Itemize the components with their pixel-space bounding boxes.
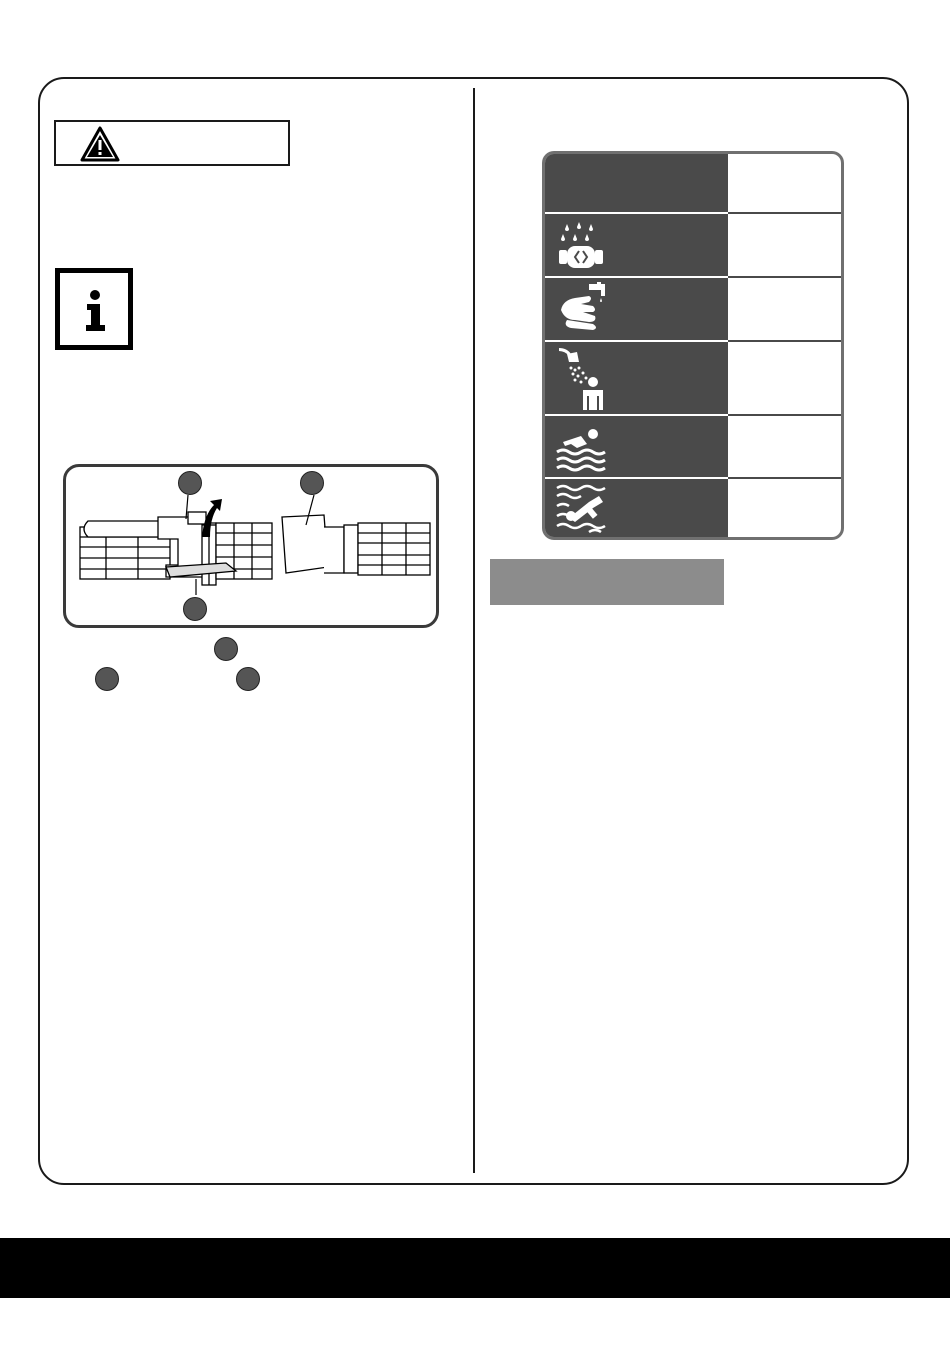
figure-callout-3 [183,597,207,621]
legend-callout-3 [236,667,260,691]
table-row-divider [545,276,728,278]
rain-splash-icon [553,218,609,270]
figure-callout-1 [178,471,202,495]
diving-icon [553,482,609,534]
strap-figure [63,464,439,628]
shower-icon [553,344,609,412]
table-row-divider [728,414,844,416]
watch-strap-illustration [66,467,436,625]
footer-bar [0,1238,950,1298]
table-row-divider [728,212,844,214]
figure-callout-2 [300,471,324,495]
legend-callout-1 [214,637,238,661]
column-divider [473,88,475,1173]
warning-box [54,120,290,166]
table-row-divider [728,477,844,479]
table-row-divider [545,212,728,214]
info-icon [60,273,128,345]
table-row-divider [545,414,728,416]
section-heading-bar [490,559,724,605]
swimming-icon [553,420,609,472]
water-resistance-table [542,151,844,540]
hand-washing-icon [553,280,609,332]
info-box [55,268,133,350]
table-row-divider [728,340,844,342]
table-row-divider [545,340,728,342]
table-row-divider [728,276,844,278]
table-row-divider [545,477,728,479]
warning-triangle-icon [80,126,120,162]
legend-callout-2 [95,667,119,691]
